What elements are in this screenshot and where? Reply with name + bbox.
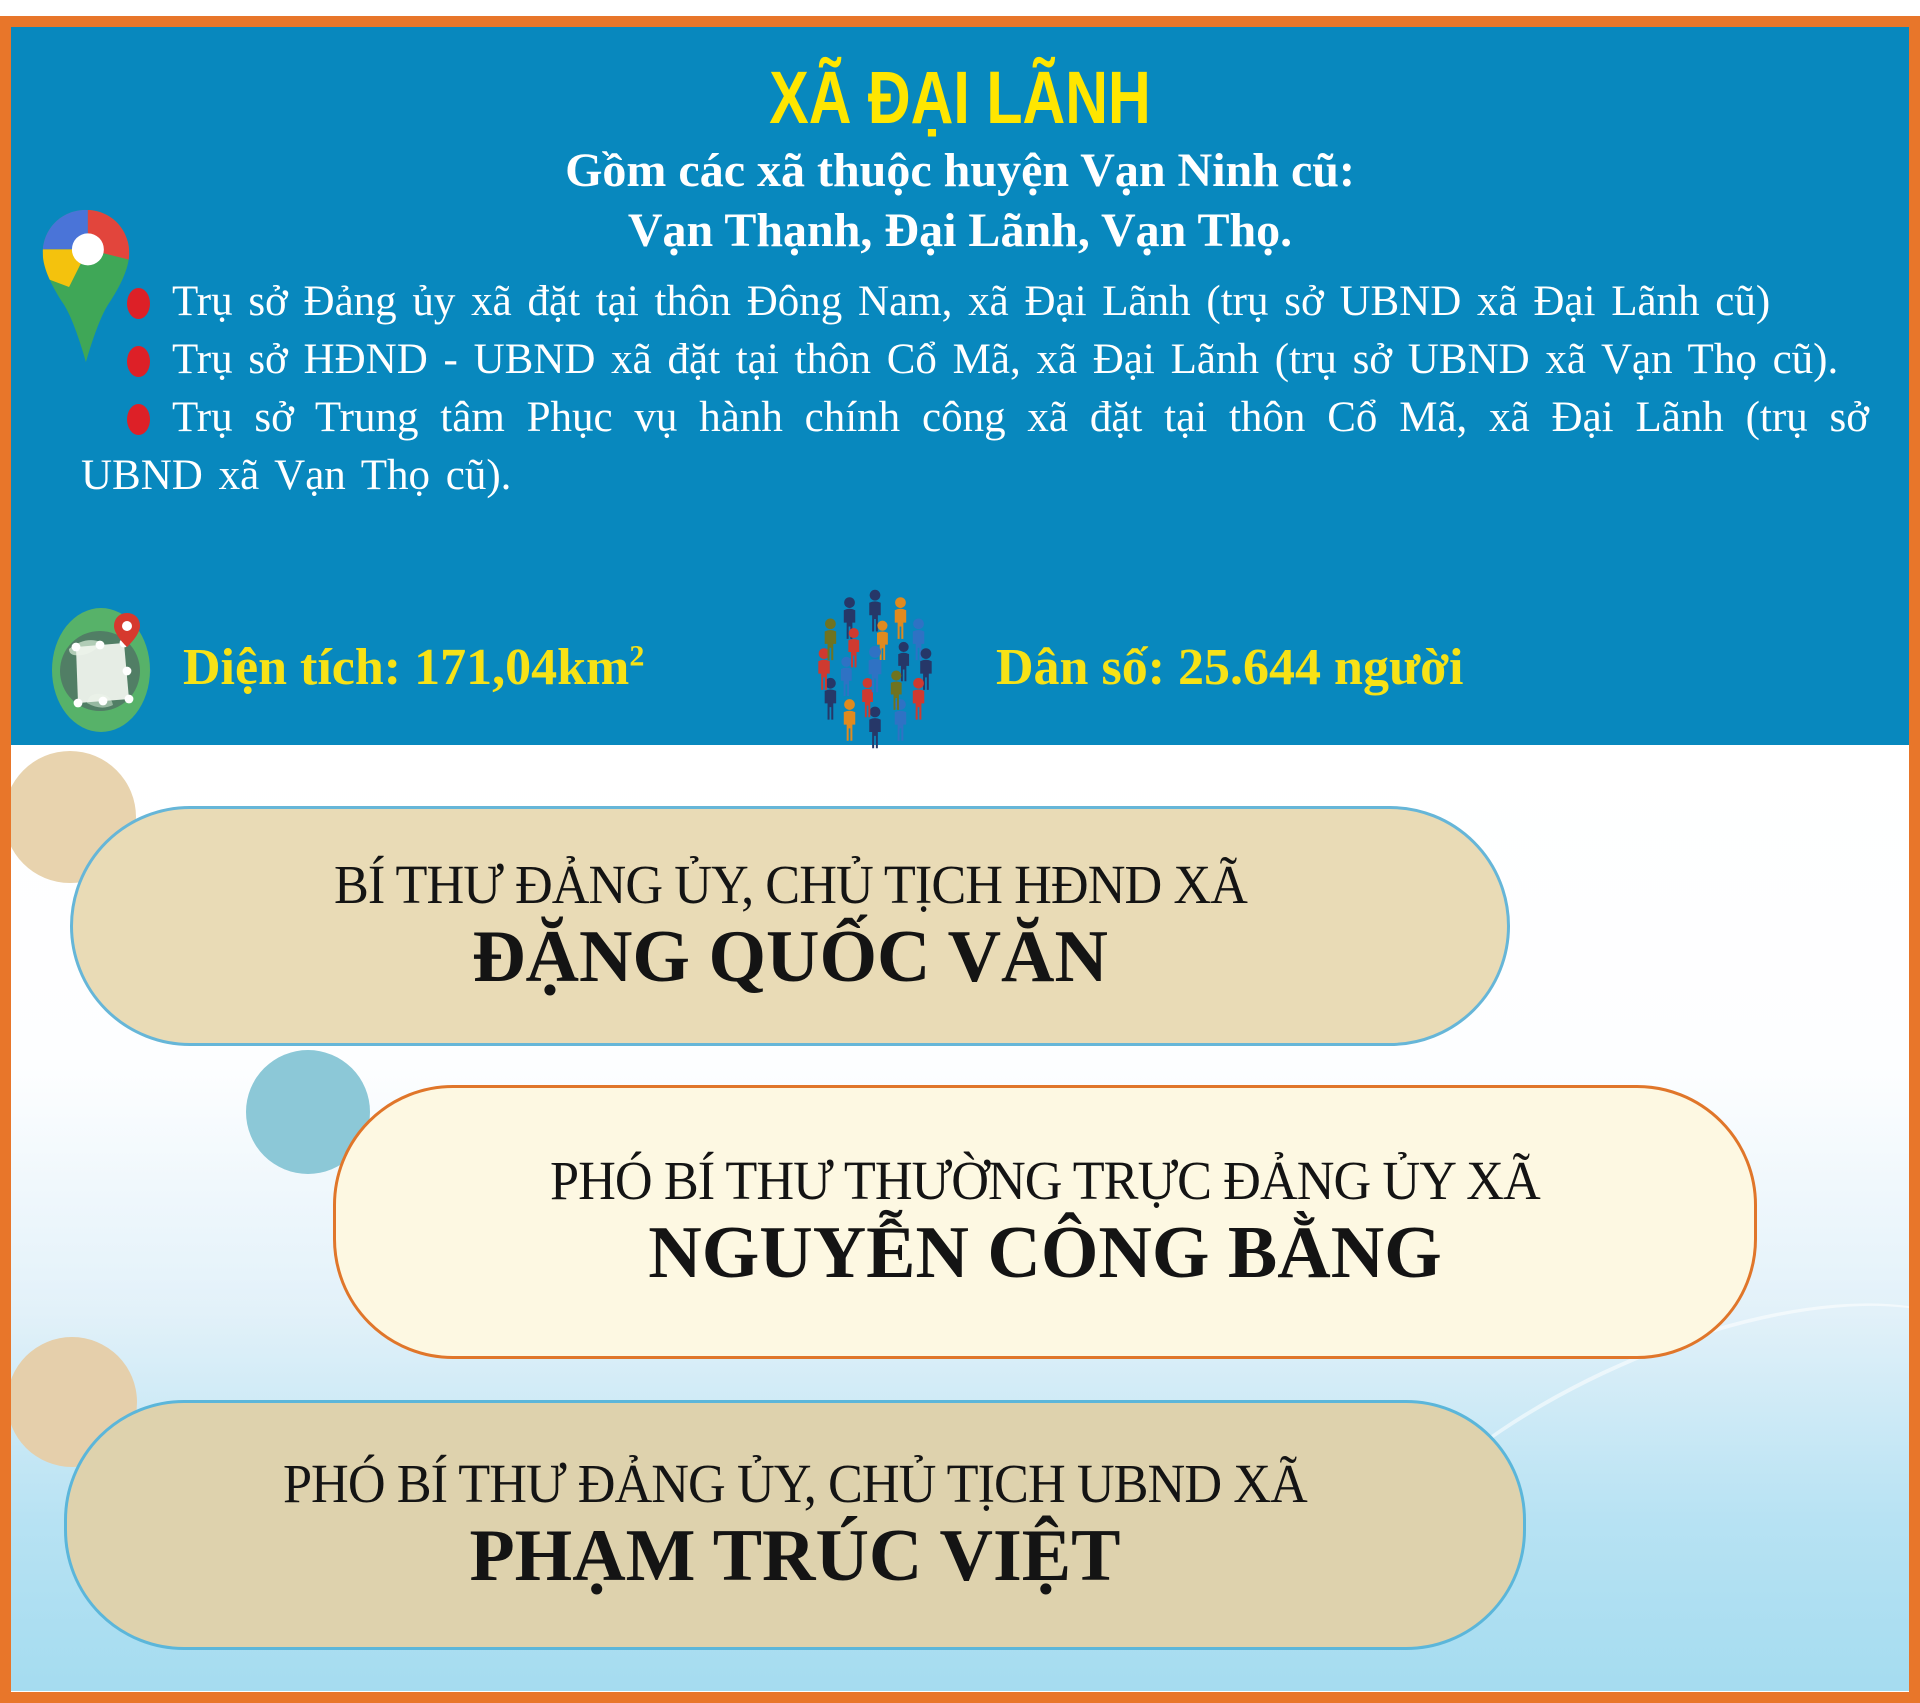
red-dot-bullet-icon — [127, 346, 150, 377]
area-unit-superscript: 2 — [629, 639, 645, 673]
official-name: ĐẶNG QUỐC VĂN — [472, 916, 1108, 999]
page-title: XÃ ĐẠI LÃNH — [769, 56, 1151, 139]
red-dot-bullet-icon — [127, 288, 150, 319]
header-panel — [11, 27, 1909, 745]
subtitle-line2: Vạn Thạnh, Đại Lãnh, Vạn Thọ. — [627, 204, 1293, 257]
official-card-deputy-chairman — [64, 1400, 1526, 1650]
official-title: PHÓ BÍ THƯ THƯỜNG TRỰC ĐẢNG ỦY XÃ — [550, 1149, 1540, 1211]
official-title: BÍ THƯ ĐẢNG ỦY, CHỦ TỊCH HĐND XÃ — [333, 853, 1247, 915]
land-area-globe-icon — [51, 607, 151, 733]
red-dot-bullet-icon — [127, 404, 150, 435]
bullet-item — [81, 331, 1869, 389]
population-crowd-icon — [806, 585, 944, 755]
area-label: Diện tích: 171,04km — [183, 639, 630, 696]
bullet-item — [81, 389, 1869, 505]
bullet-item — [81, 273, 1869, 331]
office-bullet-list — [81, 273, 1869, 505]
official-name: NGUYỄN CÔNG BẰNG — [648, 1212, 1442, 1295]
bullet-text: Trụ sở Trung tâm Phục vụ hành chính công xã đặt tại thôn Cổ Mã, xã Đại Lãnh (trụ sở UBND xã Vạn Thọ cũ). — [81, 394, 1869, 499]
official-name: PHẠM TRÚC VIỆT — [469, 1515, 1121, 1598]
bullet-text: Trụ sở Đảng ủy xã đặt tại thôn Đông Nam, xã Đại Lãnh (trụ sở UBND xã Đại Lãnh cũ) — [172, 278, 1771, 325]
official-card-secretary — [70, 806, 1510, 1046]
population-stat: Dân số: 25.644 người — [996, 639, 1464, 696]
area-stat — [183, 639, 644, 696]
subtitle-line1: Gồm các xã thuộc huyện Vạn Ninh cũ: — [565, 144, 1355, 197]
official-title: PHÓ BÍ THƯ ĐẢNG ỦY, CHỦ TỊCH UBND XÃ — [283, 1452, 1307, 1514]
bullet-text: Trụ sở HĐND - UBND xã đặt tại thôn Cổ Mã, xã Đại Lãnh (trụ sở UBND xã Vạn Thọ cũ). — [172, 336, 1839, 383]
official-card-deputy-standing — [333, 1085, 1757, 1359]
